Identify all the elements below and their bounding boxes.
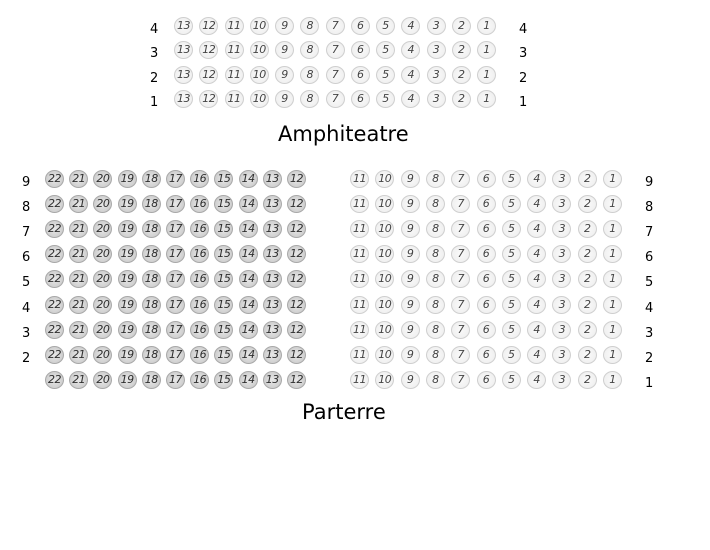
seat[interactable]: 22 (45, 195, 64, 213)
seat[interactable]: 17 (166, 195, 185, 213)
seat[interactable]: 21 (69, 245, 88, 263)
seat[interactable]: 19 (118, 371, 137, 389)
seat[interactable]: 14 (239, 321, 258, 339)
seat[interactable]: 13 (263, 296, 282, 314)
seat[interactable]: 20 (93, 296, 112, 314)
seat[interactable]: 9 (401, 296, 420, 314)
seat[interactable]: 18 (142, 195, 161, 213)
seat[interactable]: 13 (263, 371, 282, 389)
seat[interactable]: 9 (275, 90, 294, 108)
seat[interactable]: 4 (527, 371, 546, 389)
seat[interactable]: 1 (603, 346, 622, 364)
seat[interactable]: 1 (477, 66, 496, 84)
seat[interactable]: 15 (214, 170, 233, 188)
seat[interactable]: 16 (190, 321, 209, 339)
seat[interactable]: 5 (502, 270, 521, 288)
seat[interactable]: 11 (225, 90, 244, 108)
seat[interactable]: 19 (118, 346, 137, 364)
seat[interactable]: 10 (375, 220, 394, 238)
seat[interactable]: 14 (239, 245, 258, 263)
seat[interactable]: 6 (477, 321, 496, 339)
seat[interactable]: 14 (239, 296, 258, 314)
seat[interactable]: 17 (166, 321, 185, 339)
seat[interactable]: 7 (451, 220, 470, 238)
seat[interactable]: 2 (578, 195, 597, 213)
seat[interactable]: 13 (263, 245, 282, 263)
seat[interactable]: 12 (287, 346, 306, 364)
seat[interactable]: 15 (214, 195, 233, 213)
seat[interactable]: 22 (45, 321, 64, 339)
seat[interactable]: 15 (214, 296, 233, 314)
seat[interactable]: 15 (214, 371, 233, 389)
seat[interactable]: 15 (214, 270, 233, 288)
row-label: 7 (645, 225, 654, 241)
seat[interactable]: 14 (239, 195, 258, 213)
seat[interactable]: 16 (190, 270, 209, 288)
seat[interactable]: 5 (502, 195, 521, 213)
seat[interactable]: 10 (375, 245, 394, 263)
seat[interactable]: 1 (603, 270, 622, 288)
seat[interactable]: 7 (451, 321, 470, 339)
seat[interactable]: 19 (118, 321, 137, 339)
seat[interactable]: 6 (477, 371, 496, 389)
seat[interactable]: 14 (239, 371, 258, 389)
seat[interactable]: 11 (225, 66, 244, 84)
seat[interactable]: 5 (502, 346, 521, 364)
seat[interactable]: 9 (401, 170, 420, 188)
seat[interactable]: 7 (451, 170, 470, 188)
seat[interactable]: 21 (69, 371, 88, 389)
seat[interactable]: 5 (502, 220, 521, 238)
seat[interactable]: 6 (477, 170, 496, 188)
seat[interactable]: 11 (350, 371, 369, 389)
seat[interactable]: 6 (477, 270, 496, 288)
seat[interactable]: 5 (376, 17, 395, 35)
seat[interactable]: 18 (142, 245, 161, 263)
seat[interactable]: 17 (166, 220, 185, 238)
seat[interactable]: 22 (45, 245, 64, 263)
seat[interactable]: 2 (578, 371, 597, 389)
parterre-title: Parterre (302, 400, 386, 424)
seat[interactable]: 22 (45, 296, 64, 314)
row-label: 4 (645, 300, 654, 316)
seat[interactable]: 20 (93, 170, 112, 188)
seat[interactable]: 13 (263, 195, 282, 213)
seat[interactable]: 2 (578, 245, 597, 263)
seat[interactable]: 16 (190, 371, 209, 389)
seat[interactable]: 8 (426, 245, 445, 263)
seat[interactable]: 10 (375, 195, 394, 213)
seat[interactable]: 11 (350, 245, 369, 263)
seat[interactable]: 11 (225, 17, 244, 35)
seat[interactable]: 8 (426, 195, 445, 213)
row-label: 3 (645, 325, 654, 341)
seat[interactable]: 19 (118, 220, 137, 238)
seat[interactable]: 3 (552, 245, 571, 263)
seat[interactable]: 8 (426, 296, 445, 314)
seat[interactable]: 9 (401, 195, 420, 213)
seat[interactable]: 12 (199, 41, 218, 59)
seat[interactable]: 15 (214, 245, 233, 263)
seat[interactable]: 2 (578, 170, 597, 188)
seat[interactable]: 6 (477, 220, 496, 238)
row-label: 1 (519, 94, 528, 110)
seat[interactable]: 2 (578, 321, 597, 339)
seat[interactable]: 9 (401, 346, 420, 364)
seat[interactable]: 7 (326, 17, 345, 35)
seat[interactable]: 10 (250, 66, 269, 84)
seat[interactable]: 8 (426, 220, 445, 238)
seat[interactable]: 22 (45, 346, 64, 364)
seat[interactable]: 3 (552, 220, 571, 238)
seat[interactable]: 2 (578, 270, 597, 288)
seat[interactable]: 9 (275, 17, 294, 35)
seat[interactable]: 8 (426, 270, 445, 288)
seat[interactable]: 18 (142, 220, 161, 238)
row-label: 9 (645, 175, 654, 190)
seat[interactable]: 4 (527, 346, 546, 364)
seat[interactable]: 7 (326, 41, 345, 59)
seat[interactable]: 1 (477, 41, 496, 59)
seat[interactable]: 21 (69, 321, 88, 339)
seat[interactable]: 4 (527, 195, 546, 213)
seat[interactable]: 19 (118, 245, 137, 263)
row-label: 4 (150, 22, 159, 37)
seat[interactable]: 17 (166, 270, 185, 288)
seat[interactable]: 16 (190, 220, 209, 238)
seat[interactable]: 5 (502, 170, 521, 188)
seat[interactable]: 12 (199, 17, 218, 35)
seat[interactable]: 20 (93, 220, 112, 238)
seat[interactable]: 7 (451, 371, 470, 389)
seat[interactable]: 6 (477, 245, 496, 263)
seat[interactable]: 18 (142, 296, 161, 314)
row-label: 4 (519, 22, 528, 37)
seat[interactable]: 6 (351, 90, 370, 108)
seat[interactable]: 6 (351, 66, 370, 84)
seat[interactable]: 4 (401, 17, 420, 35)
seat[interactable]: 3 (552, 195, 571, 213)
seat[interactable]: 10 (375, 346, 394, 364)
seat[interactable]: 1 (603, 321, 622, 339)
seat[interactable]: 2 (578, 220, 597, 238)
seat[interactable]: 6 (477, 195, 496, 213)
seat[interactable]: 17 (166, 170, 185, 188)
seat[interactable]: 17 (166, 371, 185, 389)
seat[interactable]: 1 (477, 17, 496, 35)
seat[interactable]: 3 (552, 371, 571, 389)
seat[interactable]: 20 (93, 346, 112, 364)
seat[interactable]: 9 (401, 321, 420, 339)
seat[interactable]: 11 (350, 270, 369, 288)
seat[interactable]: 18 (142, 270, 161, 288)
seat[interactable]: 4 (527, 296, 546, 314)
row-label: 7 (22, 225, 31, 241)
row-label: 1 (150, 94, 159, 110)
seat[interactable]: 1 (477, 90, 496, 108)
seat[interactable]: 11 (350, 321, 369, 339)
seat[interactable]: 14 (239, 170, 258, 188)
row-label: 8 (645, 200, 654, 216)
seat[interactable]: 18 (142, 321, 161, 339)
seat[interactable]: 17 (166, 346, 185, 364)
seat[interactable]: 10 (375, 321, 394, 339)
seat[interactable]: 13 (174, 66, 193, 84)
seat[interactable]: 21 (69, 296, 88, 314)
seat[interactable]: 13 (263, 270, 282, 288)
seat[interactable]: 16 (190, 245, 209, 263)
row-label: 2 (150, 70, 159, 86)
seat[interactable]: 5 (376, 41, 395, 59)
seat[interactable]: 9 (275, 41, 294, 59)
seat[interactable]: 11 (350, 346, 369, 364)
seat[interactable]: 16 (190, 296, 209, 314)
seat[interactable]: 11 (350, 170, 369, 188)
seat[interactable]: 9 (401, 270, 420, 288)
seat[interactable]: 3 (427, 90, 446, 108)
seat[interactable]: 8 (426, 321, 445, 339)
seat[interactable]: 8 (426, 170, 445, 188)
seat[interactable]: 20 (93, 321, 112, 339)
seat[interactable]: 2 (452, 66, 471, 84)
seat[interactable]: 6 (477, 296, 496, 314)
seat[interactable]: 4 (401, 66, 420, 84)
seat[interactable]: 1 (603, 296, 622, 314)
row-label: 1 (645, 375, 654, 391)
seat[interactable]: 8 (300, 66, 319, 84)
seat[interactable]: 17 (166, 245, 185, 263)
seat[interactable]: 15 (214, 346, 233, 364)
seat[interactable]: 3 (552, 270, 571, 288)
seat[interactable]: 12 (287, 195, 306, 213)
seat[interactable]: 7 (451, 245, 470, 263)
seat[interactable]: 1 (603, 371, 622, 389)
seat[interactable]: 8 (300, 41, 319, 59)
seat[interactable]: 13 (174, 41, 193, 59)
seat[interactable]: 20 (93, 195, 112, 213)
seat[interactable]: 15 (214, 321, 233, 339)
seat[interactable]: 5 (376, 66, 395, 84)
seat[interactable]: 10 (375, 296, 394, 314)
seat[interactable]: 13 (263, 321, 282, 339)
seat[interactable]: 13 (263, 170, 282, 188)
seat[interactable]: 13 (263, 346, 282, 364)
seat[interactable]: 10 (250, 90, 269, 108)
seat[interactable]: 19 (118, 296, 137, 314)
seat[interactable]: 3 (427, 17, 446, 35)
row-label: 9 (22, 175, 31, 190)
seat[interactable]: 3 (552, 170, 571, 188)
seat[interactable]: 2 (452, 41, 471, 59)
seat[interactable]: 5 (376, 90, 395, 108)
seat[interactable]: 16 (190, 170, 209, 188)
row-label: 3 (22, 325, 31, 341)
seat[interactable]: 6 (351, 17, 370, 35)
seat[interactable]: 9 (275, 66, 294, 84)
seat[interactable]: 1 (603, 195, 622, 213)
seat[interactable]: 2 (578, 346, 597, 364)
seat[interactable]: 4 (527, 220, 546, 238)
seat[interactable]: 4 (401, 41, 420, 59)
seat[interactable]: 14 (239, 346, 258, 364)
seat[interactable]: 8 (300, 17, 319, 35)
seat[interactable]: 22 (45, 170, 64, 188)
row-label: 5 (645, 275, 654, 291)
seat[interactable]: 22 (45, 371, 64, 389)
seat[interactable]: 21 (69, 346, 88, 364)
seat[interactable]: 18 (142, 170, 161, 188)
seat[interactable]: 4 (527, 170, 546, 188)
seat[interactable]: 14 (239, 270, 258, 288)
seat[interactable]: 11 (350, 296, 369, 314)
seat[interactable]: 19 (118, 170, 137, 188)
seat[interactable]: 21 (69, 270, 88, 288)
seat[interactable]: 11 (350, 220, 369, 238)
seat[interactable]: 12 (287, 270, 306, 288)
seat[interactable]: 8 (300, 90, 319, 108)
seat[interactable]: 22 (45, 270, 64, 288)
seat[interactable]: 4 (401, 90, 420, 108)
seat[interactable]: 8 (426, 371, 445, 389)
seat[interactable]: 9 (401, 371, 420, 389)
seat[interactable]: 12 (287, 371, 306, 389)
row-label: 4 (22, 300, 31, 316)
seat[interactable]: 10 (375, 270, 394, 288)
seat[interactable]: 7 (451, 270, 470, 288)
seat[interactable]: 10 (375, 170, 394, 188)
seat[interactable]: 11 (225, 41, 244, 59)
seat[interactable]: 20 (93, 245, 112, 263)
row-label: 2 (645, 350, 654, 366)
seat[interactable]: 4 (527, 245, 546, 263)
seat[interactable]: 3 (552, 321, 571, 339)
row-label: 3 (519, 46, 528, 62)
seat[interactable]: 3 (552, 346, 571, 364)
seat[interactable]: 14 (239, 220, 258, 238)
row-label: 5 (22, 275, 31, 291)
seat[interactable]: 17 (166, 296, 185, 314)
seat[interactable]: 7 (451, 296, 470, 314)
seat[interactable]: 7 (451, 346, 470, 364)
seat[interactable]: 21 (69, 170, 88, 188)
row-label: 6 (645, 250, 654, 266)
seat[interactable]: 16 (190, 195, 209, 213)
seat[interactable]: 19 (118, 270, 137, 288)
seat[interactable]: 2 (452, 17, 471, 35)
seat[interactable]: 9 (401, 220, 420, 238)
seat[interactable]: 7 (326, 90, 345, 108)
seat[interactable]: 4 (527, 270, 546, 288)
seat[interactable]: 13 (174, 17, 193, 35)
seat[interactable]: 18 (142, 346, 161, 364)
seat[interactable]: 12 (199, 90, 218, 108)
seat[interactable]: 2 (578, 296, 597, 314)
seat[interactable]: 8 (426, 346, 445, 364)
seat[interactable]: 12 (287, 220, 306, 238)
row-label: 2 (22, 350, 31, 366)
seat[interactable]: 20 (93, 270, 112, 288)
seat[interactable]: 10 (250, 41, 269, 59)
row-label: 6 (22, 250, 31, 266)
seat[interactable]: 18 (142, 371, 161, 389)
seat[interactable]: 21 (69, 195, 88, 213)
row-label: 3 (150, 46, 159, 62)
seat[interactable]: 13 (174, 90, 193, 108)
seat[interactable]: 12 (287, 245, 306, 263)
seat[interactable]: 5 (502, 245, 521, 263)
seat[interactable]: 16 (190, 346, 209, 364)
seat[interactable]: 1 (603, 170, 622, 188)
seat[interactable]: 7 (451, 195, 470, 213)
seat[interactable]: 12 (287, 170, 306, 188)
seat[interactable]: 3 (552, 296, 571, 314)
seat[interactable]: 5 (502, 296, 521, 314)
row-label: 2 (519, 70, 528, 86)
seat[interactable]: 7 (326, 66, 345, 84)
row-label: 8 (22, 200, 31, 216)
seat[interactable]: 13 (263, 220, 282, 238)
seat[interactable]: 3 (427, 66, 446, 84)
seat[interactable]: 1 (603, 245, 622, 263)
seat[interactable]: 12 (199, 66, 218, 84)
seat[interactable]: 22 (45, 220, 64, 238)
seat[interactable]: 10 (375, 371, 394, 389)
seat[interactable]: 4 (527, 321, 546, 339)
seat[interactable]: 20 (93, 371, 112, 389)
seat[interactable]: 5 (502, 321, 521, 339)
seat[interactable]: 15 (214, 220, 233, 238)
seat[interactable]: 11 (350, 195, 369, 213)
seat[interactable]: 6 (477, 346, 496, 364)
seat[interactable]: 3 (427, 41, 446, 59)
seat[interactable]: 9 (401, 245, 420, 263)
amphiteatre-title: Amphiteatre (278, 122, 409, 146)
seat[interactable]: 21 (69, 220, 88, 238)
seat[interactable]: 10 (250, 17, 269, 35)
seat[interactable]: 1 (603, 220, 622, 238)
seat[interactable]: 19 (118, 195, 137, 213)
seat[interactable]: 12 (287, 296, 306, 314)
seat[interactable]: 12 (287, 321, 306, 339)
seat[interactable]: 2 (452, 90, 471, 108)
seat[interactable]: 6 (351, 41, 370, 59)
seat[interactable]: 5 (502, 371, 521, 389)
